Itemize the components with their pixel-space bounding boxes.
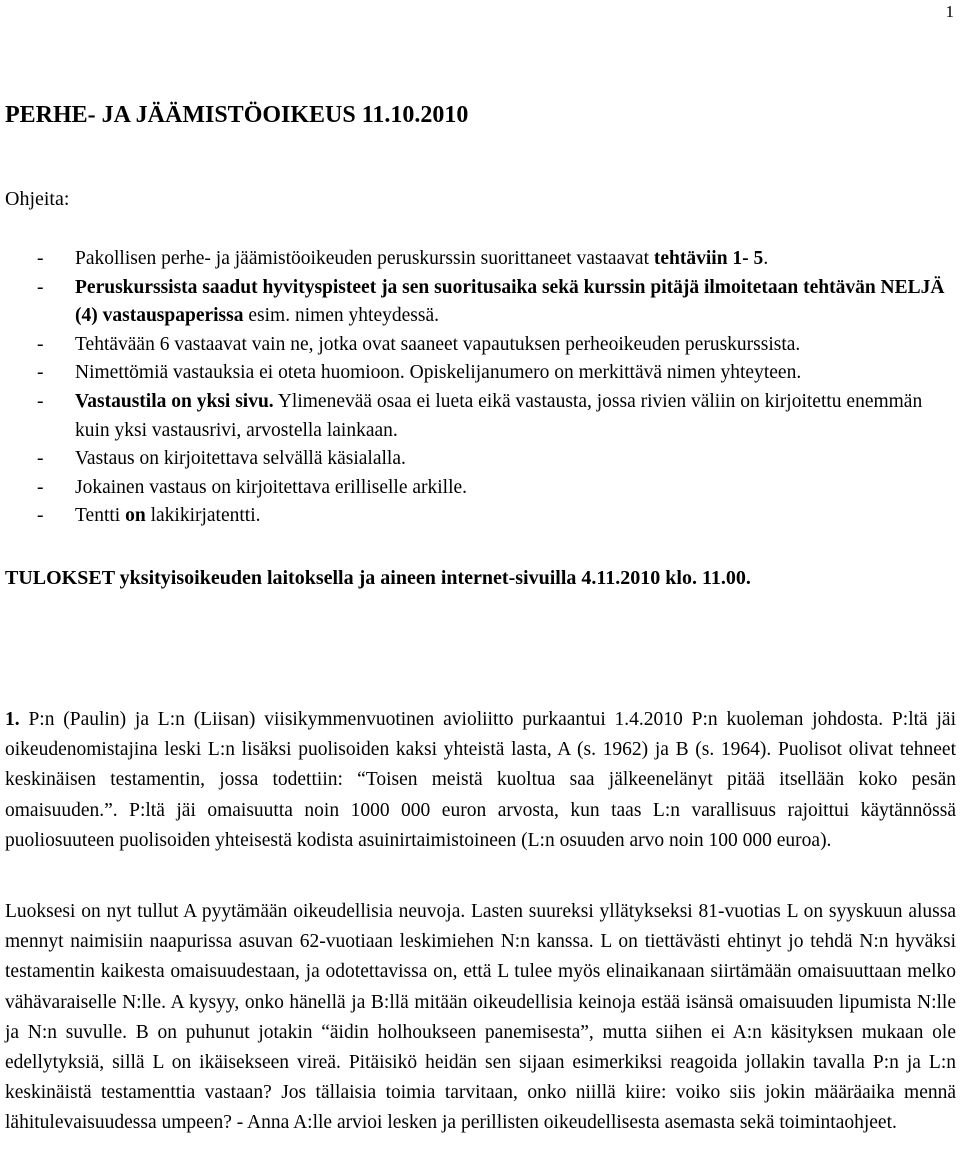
bullet-dash: - xyxy=(37,248,44,269)
question-1-text: P:n (Paulin) ja L:n (Liisan) viisikymmenvuotinen avioliitto purkaantui 1.4.2010 P:n kuoleman johdosta. P:ltä jäi oikeudenomistajina leski L:n lisäksi puolisoiden kaksi yhteistä lasta, A (s. 1962) ja B (s. 1964). Puolisot olivat tehneet keskinäisen testamentin, jossa todettiin: “Toisen meistä kuoltua saa jälkeenelänyt pitää itsellään koko pesän omaisuuden.”. P:ltä jäi omaisuutta noin 1000 000 euron arvosta, kun taas L:n varallisuus rajoittui käytännössä puoliosuuteen puolisoiden yhteisestä kodista asuinirtaimistoineen (L:n osuuden arvo noin 100 000 euroa). xyxy=(5,709,956,851)
bullet-dash: - xyxy=(37,362,44,384)
bullet-dash: - xyxy=(37,448,44,470)
instruction-text: Peruskurssista saadut hyvityspisteet ja sen suoritusaika sekä kurssin pitäjä ilmoitetaan tehtävän NELJÄ (4) vastauspaperissa xyxy=(75,276,945,327)
instruction-text: Nimettömiä vastauksia ei oteta huomioon. Opiskelijanumero on merkittävä nimen yhteyteen. xyxy=(75,362,802,384)
page-number: 1 xyxy=(945,2,954,21)
instruction-text: lakikirjatentti. xyxy=(145,505,261,527)
instruction-text: Ylimenevää osaa ei lueta eikä vastausta, jossa rivien väliin on kirjoitettu enemmän kuin yksi vastausrivi, arvostella lainkaan. xyxy=(75,390,923,441)
instruction-item xyxy=(5,445,951,474)
instruction-text: Jokainen vastaus on kirjoitettava erilliselle arkille. xyxy=(75,476,468,498)
instruction-item xyxy=(5,359,951,388)
document-title: PERHE- JA JÄÄMISTÖOIKEUS 11.10.2010 xyxy=(5,102,469,128)
instruction-item xyxy=(5,331,951,360)
results-notice: TULOKSET yksityisoikeuden laitoksella ja aineen internet-sivuilla 4.11.2010 klo. 11.00. xyxy=(5,567,751,589)
bullet-dash: - xyxy=(37,476,44,498)
bullet-dash: - xyxy=(37,390,44,412)
question-1-paragraph-1 xyxy=(5,705,956,856)
instruction-text: Pakollisen perhe- ja jäämistöoikeuden peruskurssin suorittaneet vastaavat xyxy=(75,248,654,269)
instruction-text: esim. nimen yhteydessä. xyxy=(243,305,439,327)
instruction-item xyxy=(5,502,951,531)
instruction-item xyxy=(5,474,951,503)
instruction-text: Vastaus on kirjoitettava selvällä käsialalla. xyxy=(75,448,406,470)
instruction-item xyxy=(5,245,951,274)
instruction-item xyxy=(5,388,951,445)
instruction-text: tehtäviin 1- 5 xyxy=(653,248,764,269)
instruction-text: Tehtävään 6 vastaavat vain ne, jotka ovat saaneet vapautuksen perheoikeuden peruskurssista. xyxy=(75,333,801,355)
instruction-text: . xyxy=(763,248,769,269)
bullet-dash: - xyxy=(37,505,44,527)
instruction-item xyxy=(5,274,951,331)
question-number: 1. xyxy=(5,709,20,730)
instruction-text: Vastaustila on yksi sivu. xyxy=(75,390,274,412)
instructions-heading: Ohjeita: xyxy=(5,188,70,210)
instruction-text: Tentti xyxy=(75,505,126,527)
bullet-dash: - xyxy=(37,333,44,355)
instruction-text: on xyxy=(125,505,146,527)
question-1-paragraph-2: Luoksesi on nyt tullut A pyytämään oikeudellisia neuvoja. Lasten suureksi yllätykseksi 81-vuotias L on syyskuun alussa mennyt naimisiin naapurissa asuvan 62-vuotiaan leskimiehen N:n kanssa. L on tiettävästi ehtinyt jo tehdä N:n hyväksi testamentin kaikesta omaisuudestaan, ja odotettavissa on, että L tulee myös elinaikanaan siirtämään omaisuuttaan melko vähävaraiselle N:lle. A kysyy, onko hänellä ja B:llä mitään oikeudellisia keinoja estää isänsä omaisuuden lipumista N:lle ja N:n suvulle. B on puhunut jotakin “äidin holhoukseen panemisesta”, mutta siihen ei A:n käsityksen mukaan ole edellytyksiä, sillä L on ikäisekseen vireä. Pitäisikö heidän sen sijaan esimerkiksi reagoida jollakin tavalla P:n ja L:n keskinäistä testamenttia vastaan? Jos tällaisia toimia tarvitaan, onko niillä kiire: voiko siis jokin määräaika mennä lähitulevaisuudessa umpeen? - Anna A:lle arvioi lesken ja perillisten oikeudellisesta asemasta sekä toimintaohjeet. xyxy=(5,901,956,1134)
instructions-list xyxy=(5,245,951,531)
bullet-dash: - xyxy=(37,276,44,298)
